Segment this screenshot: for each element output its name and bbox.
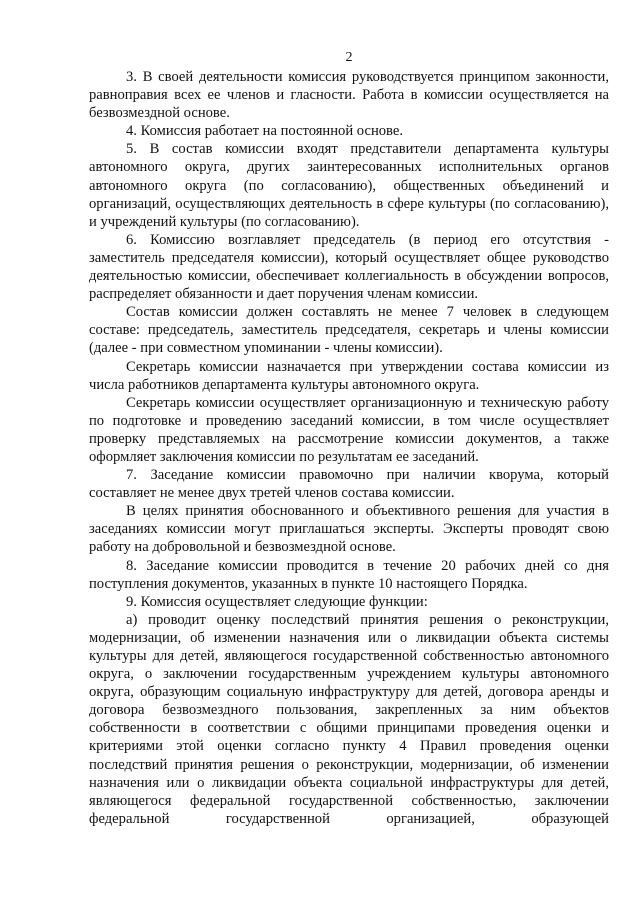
paragraph-9: 9. Комиссия осуществляет следующие функции: — [126, 593, 428, 610]
paragraph-secretary-duties: Секретарь комиссии осуществляет организационную и техническую работу по подготовке и проведению заседаний комиссии, в том числе осуществляет проверку представляемых на рассмотрение комиссии документов, а также оформляет заключения комиссии по результатам ее заседаний. — [89, 394, 609, 465]
paragraph-6: 6. Комиссию возглавляет председатель (в период его отсутствия - заместитель председателя комиссии), который осуществляет общее руководство деятельностью комиссии, обеспечивает коллегиальность в обсуждении вопросов, распределяет обязанности и дает поручения членам комиссии. — [89, 231, 609, 303]
paragraph-9a: а) проводит оценку последствий принятия решения о реконструкции, модернизации, об изменении назначения или о ликвидации объекта системы культуры для детей, являющегося государственной собственностью автономного округа, о заключении государственным учреждением культуры автономного округа, образующим социальную инфраструктуру для детей, договора аренды и договора безвозмездного пользования, закрепленных за ним объектов собственности в соответствии с общими принципами проведения оценки и критериями этой оценки согласно пункту 4 Правил проведения оценки последствий принятия решения о реконструкции, модернизации, об изменении назначения или о ликвидации объекта социальной инфраструктуры для детей, являющегося федеральной государственной собственностью, заключении федеральной государственной организацией, образующей — [89, 611, 609, 827]
page-number: 2 — [345, 50, 353, 65]
paragraph-secretary-appointment: Секретарь комиссии назначается при утверждении состава комиссии из числа работников департамента культуры автономного округа. — [89, 358, 609, 393]
paragraph-commission-composition: Состав комиссии должен составлять не менее 7 человек в следующем составе: председатель, заместитель председателя, секретарь и члены комиссии (далее - при совместном упоминании - члены комиссии). — [89, 304, 609, 357]
paragraph-8: 8. Заседание комиссии проводится в течение 20 рабочих дней со дня поступления документов, указанных в пункте 10 настоящего Порядка. — [89, 557, 609, 592]
paragraph-experts: В целях принятия обоснованного и объективного решения для участия в заседаниях комиссии могут приглашаться эксперты. Эксперты проводят свою работу на добровольной и безвозмездной основе. — [89, 503, 609, 556]
paragraph-7: 7. Заседание комиссии правомочно при наличии кворума, который составляет не менее двух третей членов состава комиссии. — [89, 467, 609, 502]
paragraph-3: 3. В своей деятельности комиссия руководствуется принципом законности, равноправия всех ее членов и гласности. Работа в комиссии осуществляется на безвозмездной основе. — [89, 69, 609, 122]
paragraph-5: 5. В состав комиссии входят представители департамента культуры автономного округа, других заинтересованных исполнительных органов автономного округа (по согласованию), общественных объединений и организаций, осуществляющих деятельность в сфере культуры (по согласованию), и учреждений культуры (по согласованию). — [89, 141, 609, 230]
document-body — [89, 68, 609, 828]
paragraph-4: 4. Комиссия работает на постоянной основе. — [126, 123, 403, 140]
